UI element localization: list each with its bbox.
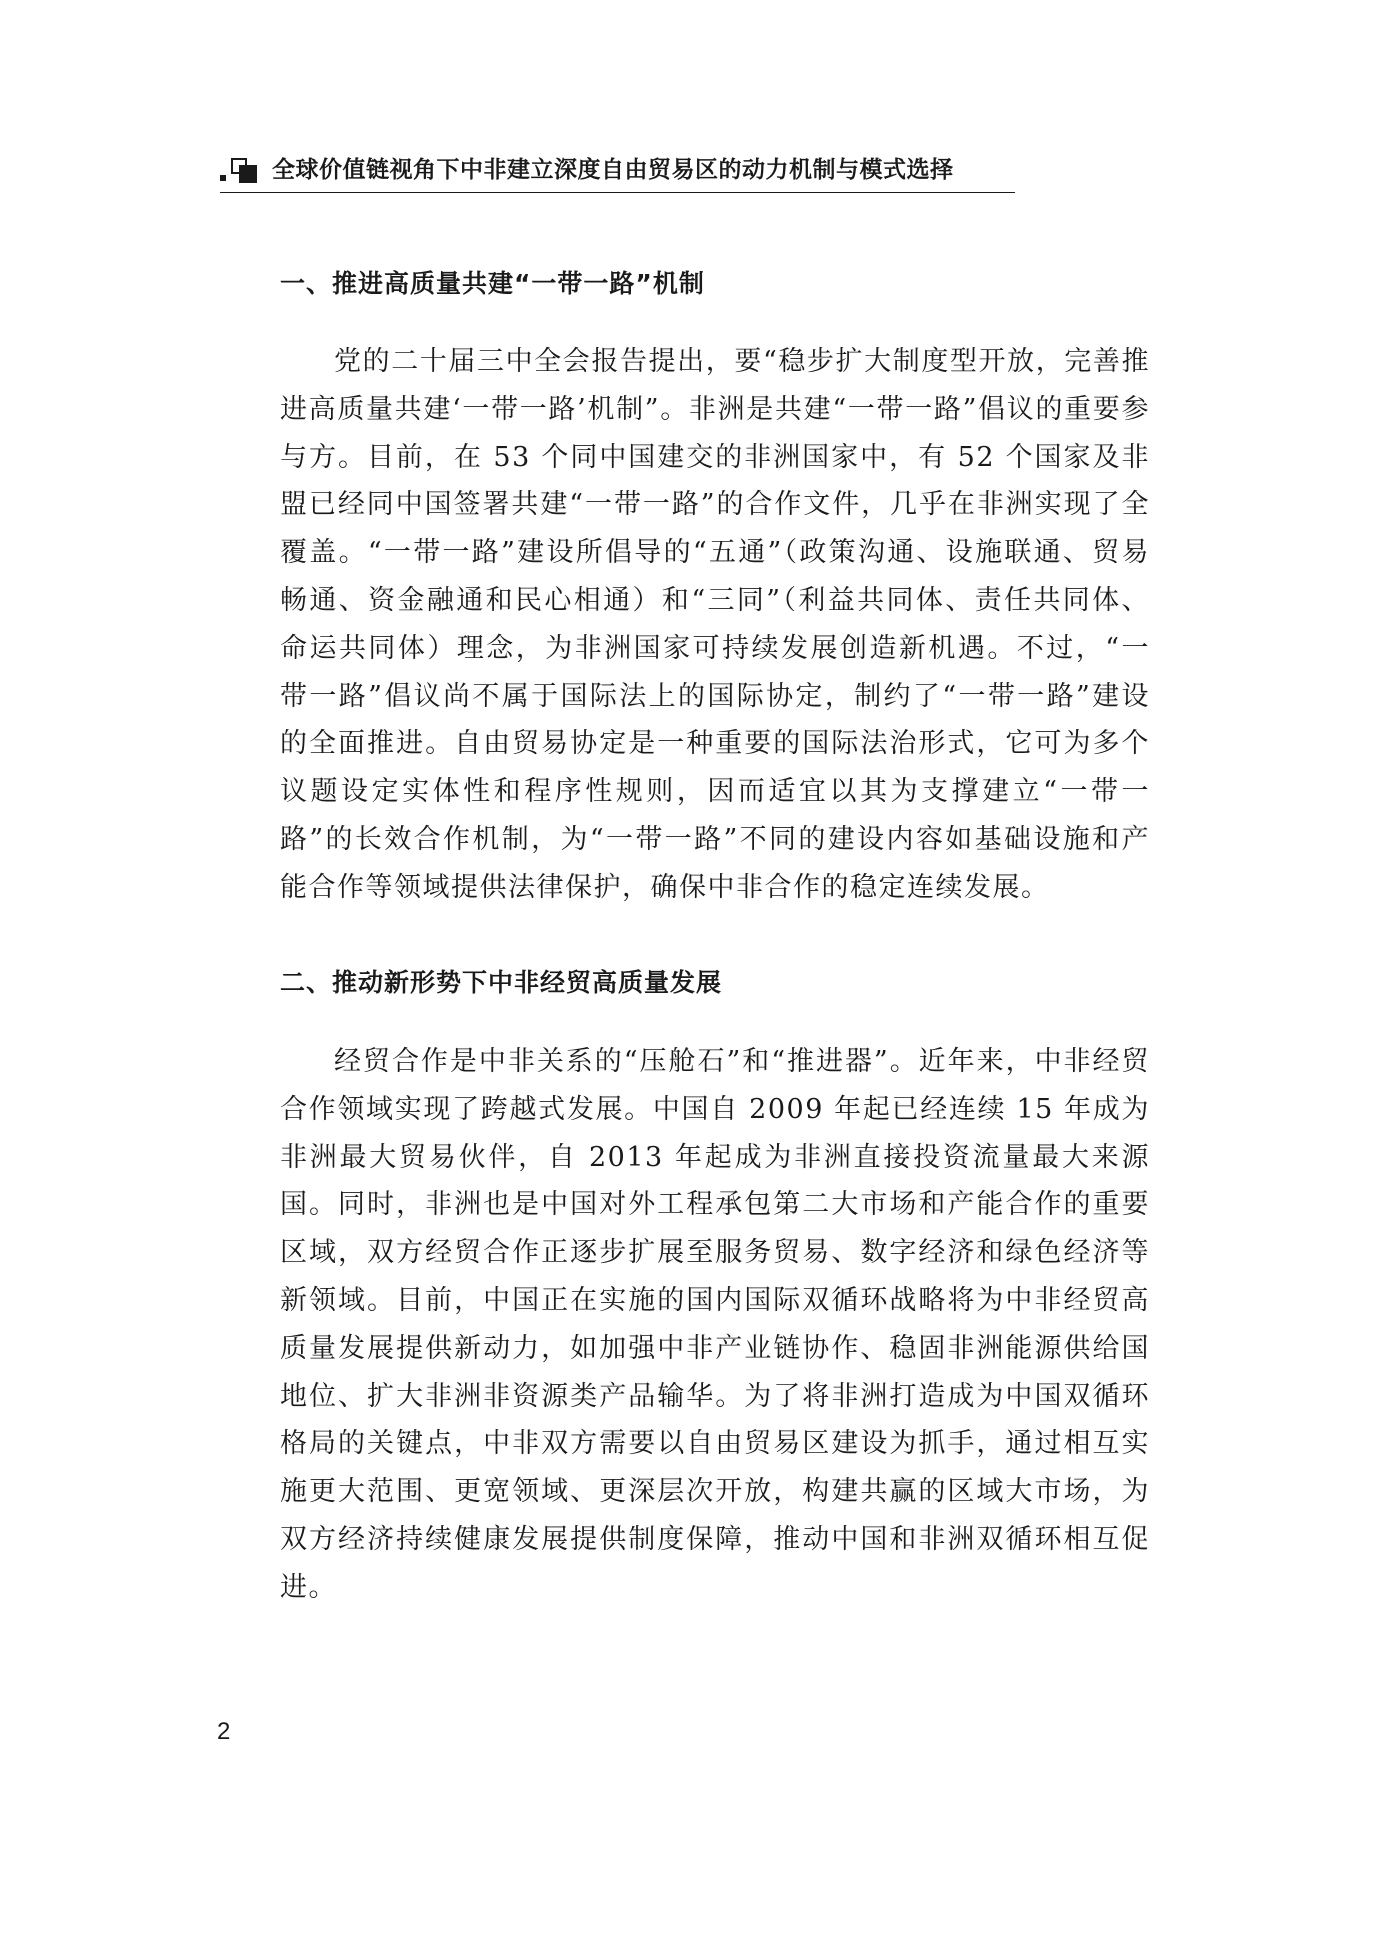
running-header <box>220 152 1015 193</box>
section-heading-1: 一、推进高质量共建“一带一路”机制 <box>280 269 705 298</box>
body-paragraph-2: 经贸合作是中非关系的“压舱石”和“推进器”。近年来，中非经贸合作领域实现了跨越式发展。中国自 2009 年起已经连续 15 年成为非洲最大贸易伙伴，自 2013 年起成为非洲直接投资流量最大来源国。同时，非洲也是中国对外工程承包第二大市场和产能合作的重要区域，双方经贸合作正逐步扩展至服务贸易、数字经济和绿色经济等新领域。目前，中国正在实施的国内国际双循环战略将为中非经贸高质量发展提供新动力，如加强中非产业链协作、稳固非洲能源供给国地位、扩大非洲非资源类产品输华。为了将非洲打造成为中国双循环格局的关键点，中非双方需要以自由贸易区建设为抓手，通过相互实施更大范围、更宽领域、更深层次开放，构建共赢的区域大市场，为双方经济持续健康发展提供制度保障，推动中国和非洲双循环相互促进。 <box>280 1046 1150 1603</box>
section-heading-2: 二、推动新形势下中非经贸高质量发展 <box>280 968 723 997</box>
header-squares-icon <box>220 156 264 186</box>
body-paragraph-1: 党的二十届三中全会报告提出，要“稳步扩大制度型开放，完善推进高质量共建‘一带一路’机制”。非洲是共建“一带一路”倡议的重要参与方。目前，在 53 个同中国建交的非洲国家中，有 52 个国家及非盟已经同中国签署共建“一带一路”的合作文件，几乎在非洲实现了全覆盖。“一带一路”建设所倡导的“五通”（政策沟通、设施联通、贸易畅通、资金融通和民心相通）和“三同”（利益共同体、责任共同体、命运共同体）理念，为非洲国家可持续发展创造新机遇。不过，“一带一路”倡议尚不属于国际法上的国际协定，制约了“一带一路”建设的全面推进。自由贸易协定是一种重要的国际法治形式，它可为多个议题设定实体性和程序性规则，因而适宜以其为支撑建立“一带一路”的长效合作机制，为“一带一路”不同的建设内容如基础设施和产能合作等领域提供法律保护，确保中非合作的稳定连续发展。 <box>280 346 1150 903</box>
running-header-title: 全球价值链视角下中非建立深度自由贸易区的动力机制与模式选择 <box>272 157 954 183</box>
page-number: 2 <box>217 1718 231 1745</box>
